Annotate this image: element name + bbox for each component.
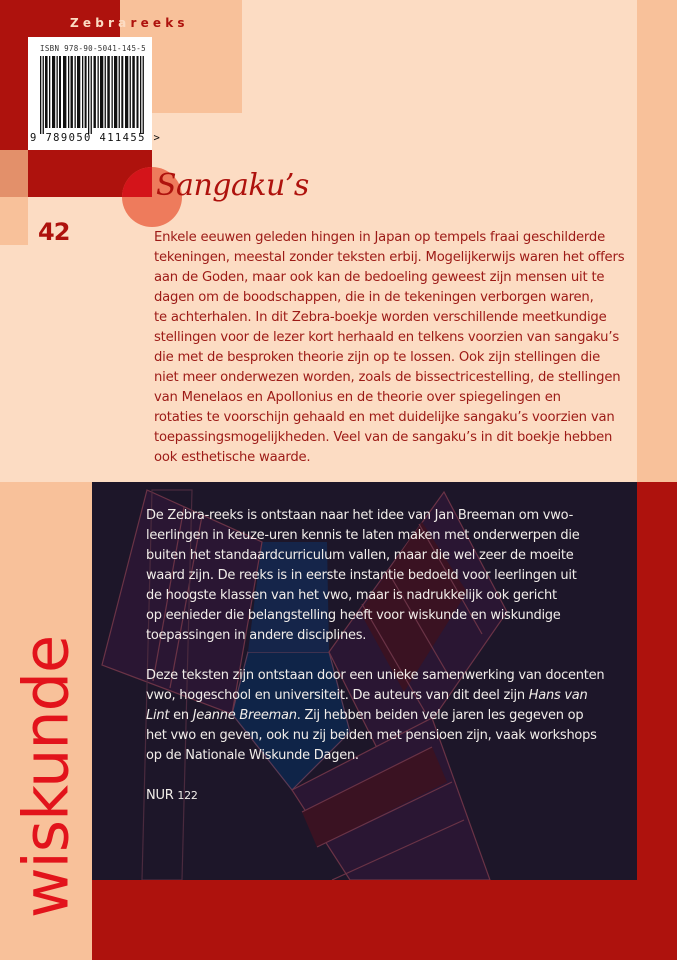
blurb-line: tekeningen, meestal zonder teksten erbij. Mogelijkerwijs waren het offers xyxy=(154,250,625,265)
blurb-line: stellingen voor de lezer kort herhaald en telkens voorzien van sangaku’s xyxy=(154,330,619,345)
blurb-text xyxy=(154,228,634,468)
series-info-line: het vwo en geven, ook nu zij beiden met pensioen zijn, vaak workshops xyxy=(146,728,597,743)
series-info-line: De Zebra-reeks is ontstaan naar het idee van Jan Breeman om vwo- xyxy=(146,508,574,523)
volume-number: 42 xyxy=(38,218,70,246)
series-info-line: de hoogste klassen van het vwo, maar is nadrukkelijk ook gericht xyxy=(146,588,557,603)
subject-strip xyxy=(0,482,92,960)
series-info-line xyxy=(146,706,626,726)
authors-outro: . Zij hebben beiden vele jaren les gegeven op xyxy=(296,708,584,723)
series-info-line: toepassingen in andere disciplines. xyxy=(146,628,367,643)
nur-code xyxy=(146,786,626,806)
authors-intro: vwo, hogeschool en universiteit. De auteurs van dit deel zijn xyxy=(146,688,529,703)
series-info-text xyxy=(146,506,626,806)
blurb-line: toepassingsmogelijkheden. Veel van de sangaku’s in dit boekje hebben xyxy=(154,430,613,445)
paragraph-gap xyxy=(146,766,626,786)
blurb-line: dagen om de boodschappen, die in de tekeningen verborgen waren, xyxy=(154,290,594,305)
barcode-bars-icon xyxy=(40,56,144,134)
bottom-red-band xyxy=(92,880,677,960)
series-label-part2: reeks xyxy=(130,16,189,30)
series-info-line: waard zijn. De reeks is in eerste instantie bedoeld voor leerlingen uit xyxy=(146,568,577,583)
series-label-part1: Zebra xyxy=(70,16,131,30)
blurb-line: die met de besproken theorie zijn op te lossen. Ook zijn stellingen die xyxy=(154,350,600,365)
series-info-line: op de Nationale Wiskunde Dagen. xyxy=(146,748,359,763)
blurb-line: rotaties te voorschijn gehaald en met duidelijke sangaku’s voorzien van xyxy=(154,410,615,425)
nur-number: 122 xyxy=(177,789,198,802)
series-info-line xyxy=(146,686,626,706)
blurb-line: ook esthetische waarde. xyxy=(154,450,311,465)
blurb-line: van Menelaos en Apollonius en de theorie over spiegelingen en xyxy=(154,390,561,405)
blurb-line: te achterhalen. In dit Zebra-boekje worden verschillende meetkundige xyxy=(154,310,607,325)
blurb-line: Enkele eeuwen geleden hingen in Japan op tempels fraai geschilderde xyxy=(154,230,605,245)
series-info-line: Deze teksten zijn ontstaan door een unieke samenwerking van docenten xyxy=(146,668,605,683)
author-name: Hans van xyxy=(528,688,588,703)
author-name: Lint xyxy=(146,708,170,723)
blurb-line: aan de Goden, maar ook kan de bedoeling geweest zijn mensen uit te xyxy=(154,270,605,285)
ean-digits: 9 789050 411455 > xyxy=(30,132,162,144)
author-connector: en xyxy=(169,708,193,723)
paragraph-gap xyxy=(146,646,626,666)
subject-label: wiskunde xyxy=(9,635,83,919)
blurb-line: niet meer onderwezen worden, zoals de bissectricestelling, de stellingen xyxy=(154,370,621,385)
nur-label: NUR xyxy=(146,788,174,803)
series-info-line: op eenieder die belangstelling heeft voor wiskunde en wiskundige xyxy=(146,608,561,623)
author-name: Jeanne Breeman xyxy=(192,708,297,723)
book-title: Sangaku’s xyxy=(156,168,309,203)
isbn-text: ISBN 978-90-5041-145-5 xyxy=(40,44,146,53)
isbn-barcode xyxy=(28,37,162,150)
series-label xyxy=(70,16,189,30)
series-info-line: leerlingen in keuze-uren kennis te laten maken met onderwerpen die xyxy=(146,528,580,543)
series-info-line: buiten het standaardcurriculum vallen, maar die wel zeer de moeite xyxy=(146,548,574,563)
